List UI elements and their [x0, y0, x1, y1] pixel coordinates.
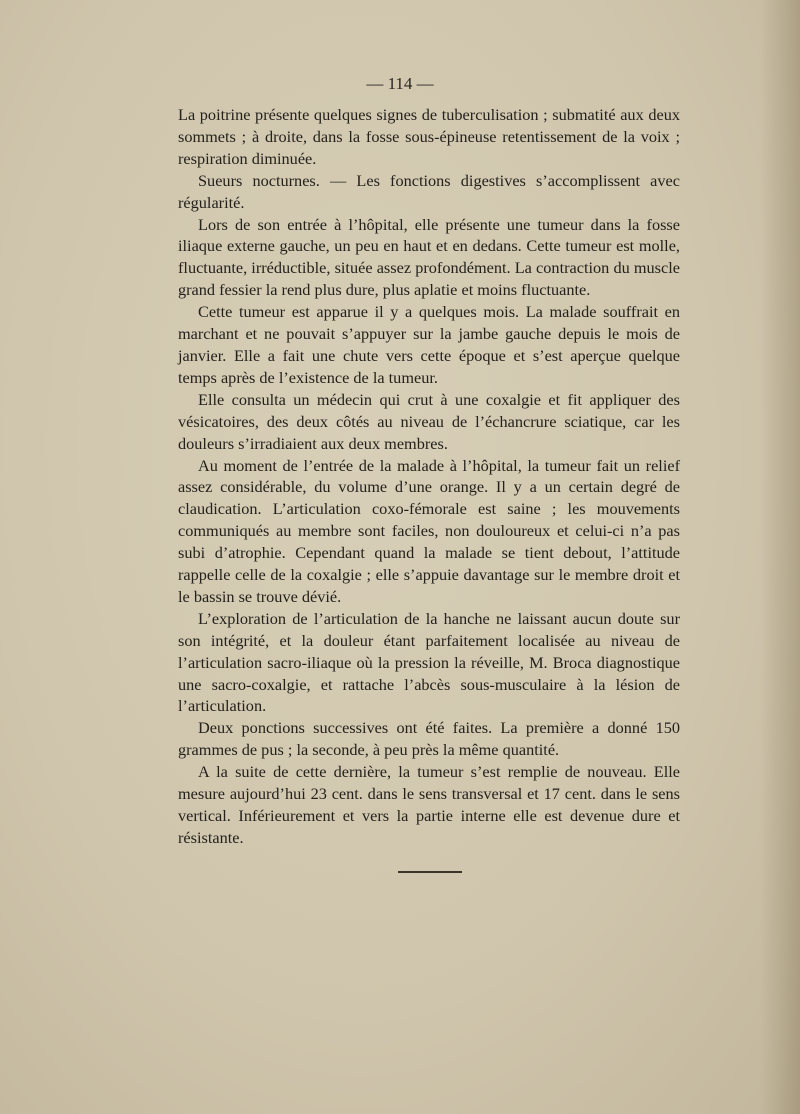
paragraph-3: Lors de son entrée à l’hôpital, elle présente une tumeur dans la fosse iliaque externe gauche, un peu en haut et en dedans. Cette tumeur est molle, fluctuante, irréductible, située assez profondément. La contraction du muscle grand fessier la rend plus dure, plus aplatie et moins fluctuante.	[178, 214, 680, 300]
paragraph-4: Cette tumeur est apparue il y a quelques mois. La malade souffrait en marchant et ne pouvait s’appuyer sur la jambe gauche depuis le mois de janvier. Elle a fait une chute vers cette époque et s’est aperçue quelque temps après de l’existence de la tumeur.	[178, 302, 680, 387]
page-number: — 114 —	[366, 74, 434, 93]
paragraph-8: Deux ponctions successives ont été faites. La première a donné 150 grammes de pus ; la seconde, à peu près la même quantité.	[178, 718, 680, 760]
page-edge-shadow	[760, 0, 800, 1114]
paragraph-6: Au moment de l’entrée de la malade à l’hôpital, la tumeur fait un relief assez considérable, du volume d’une orange. Il y a un certain degré de claudication. L’articulation coxo-fémorale est saine ; les mouvements communiqués au membre sont faciles, non douloureux et celui-ci n’a pas subi d’atrophie. Cependant quand la malade se tient debout, l’attitude rappelle celle de la coxalgie ; elle s’appuie davantage sur le membre droit et le bassin se trouve dévié.	[178, 455, 680, 606]
paragraph-2: Sueurs nocturnes. — Les fonctions digestives s’accomplissent avec régularité.	[178, 170, 680, 212]
paragraph-5: Elle consulta un médecin qui crut à une coxalgie et fit appliquer des vésicatoires, des deux côtés au niveau de l’échancrure sciatique, car les douleurs s’irradiaient aux deux membres.	[178, 389, 680, 453]
body-text	[178, 104, 680, 849]
paragraph-1: La poitrine présente quelques signes de tuberculisation ; submatité aux deux sommets ; à droite, dans la fosse sous-épineuse retentissement de la voix ; respiration diminuée.	[178, 105, 680, 168]
end-rule-divider	[398, 871, 462, 873]
paragraph-9: A la suite de cette dernière, la tumeur s’est remplie de nouveau. Elle mesure aujourd’hui 23 cent. dans le sens transversal et 17 cent. dans le sens vertical. Inférieurement et vers la partie interne elle est devenue dure et résistante.	[178, 762, 680, 847]
paragraph-7: L’exploration de l’articulation de la hanche ne laissant aucun doute sur son intégrité, et la douleur étant parfaitement localisée au niveau de l’articulation sacro-iliaque où la pression la réveille, M. Broca diagnostique une sacro-coxalgie, et rattache l’abcès sous-musculaire à la lésion de l’articulation.	[178, 608, 680, 716]
